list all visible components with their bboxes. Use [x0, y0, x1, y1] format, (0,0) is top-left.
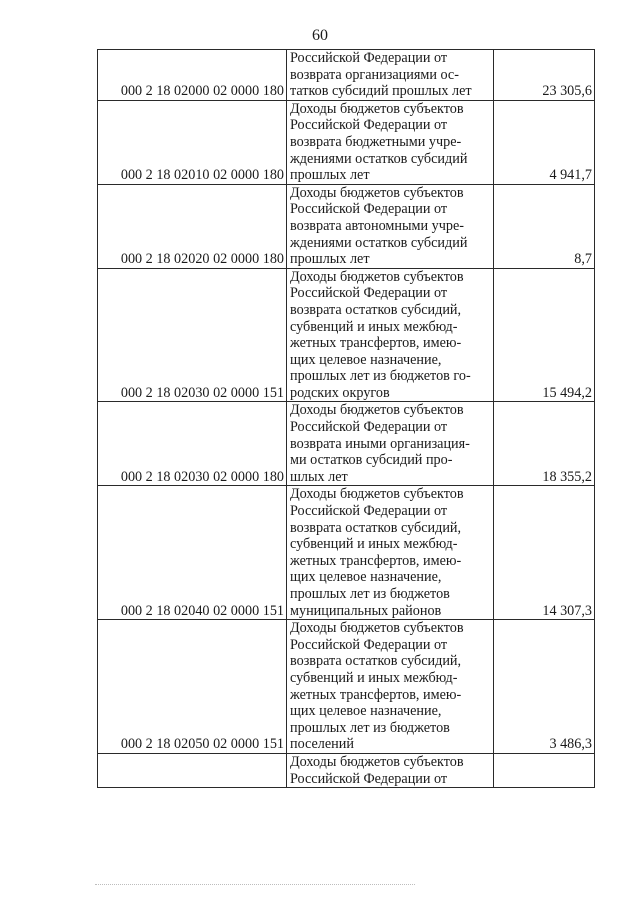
- classification-code: 000 2 18 02030 02 0000 180: [98, 402, 287, 486]
- revenue-name: Доходы бюджетов субъектов Российской Федерации от возврата остатков субсидий, субвенций и иных межбюд- жетных трансфертов, имею- щих целевое назначение, прошлых лет из бюджетов муниципальных районов: [287, 486, 494, 620]
- table-row: [98, 753, 595, 787]
- revenue-name: Доходы бюджетов субъектов Российской Федерации от возврата иными организация- ми остатков субсидий про- шлых лет: [287, 402, 494, 486]
- table-row: [98, 184, 595, 268]
- amount: 15 494,2: [494, 268, 595, 402]
- classification-code: [98, 753, 287, 787]
- amount: 23 305,6: [494, 50, 595, 101]
- revenue-name: Доходы бюджетов субъектов Российской Федерации от: [287, 753, 494, 787]
- amount: [494, 753, 595, 787]
- classification-code: 000 2 18 02020 02 0000 180: [98, 184, 287, 268]
- revenue-name: Российской Федерации от возврата организациями ос- татков субсидий прошлых лет: [287, 50, 494, 101]
- revenue-name: Доходы бюджетов субъектов Российской Федерации от возврата бюджетными учре- ждениями остатков субсидий прошлых лет: [287, 100, 494, 184]
- revenue-name: Доходы бюджетов субъектов Российской Федерации от возврата остатков субсидий, субвенций и иных межбюд- жетных трансфертов, имею- щих целевое назначение, прошлых лет из бюджетов го- родских округов: [287, 268, 494, 402]
- scan-artifact-line: [95, 884, 415, 885]
- revenue-name: Доходы бюджетов субъектов Российской Федерации от возврата остатков субсидий, субвенций и иных межбюд- жетных трансфертов, имею- щих целевое назначение, прошлых лет из бюджетов поселений: [287, 620, 494, 754]
- amount: 8,7: [494, 184, 595, 268]
- revenue-table: [97, 49, 595, 788]
- revenue-name: Доходы бюджетов субъектов Российской Федерации от возврата автономными учре- ждениями остатков субсидий прошлых лет: [287, 184, 494, 268]
- table-row: [98, 486, 595, 620]
- amount: 3 486,3: [494, 620, 595, 754]
- classification-code: 000 2 18 02010 02 0000 180: [98, 100, 287, 184]
- page-number: 60: [312, 27, 328, 44]
- table-row: [98, 268, 595, 402]
- amount: 4 941,7: [494, 100, 595, 184]
- amount: 18 355,2: [494, 402, 595, 486]
- classification-code: 000 2 18 02040 02 0000 151: [98, 486, 287, 620]
- table-row: [98, 402, 595, 486]
- classification-code: 000 2 18 02000 02 0000 180: [98, 50, 287, 101]
- classification-code: 000 2 18 02030 02 0000 151: [98, 268, 287, 402]
- classification-code: 000 2 18 02050 02 0000 151: [98, 620, 287, 754]
- table-row: [98, 50, 595, 101]
- table-row: [98, 620, 595, 754]
- table-row: [98, 100, 595, 184]
- amount: 14 307,3: [494, 486, 595, 620]
